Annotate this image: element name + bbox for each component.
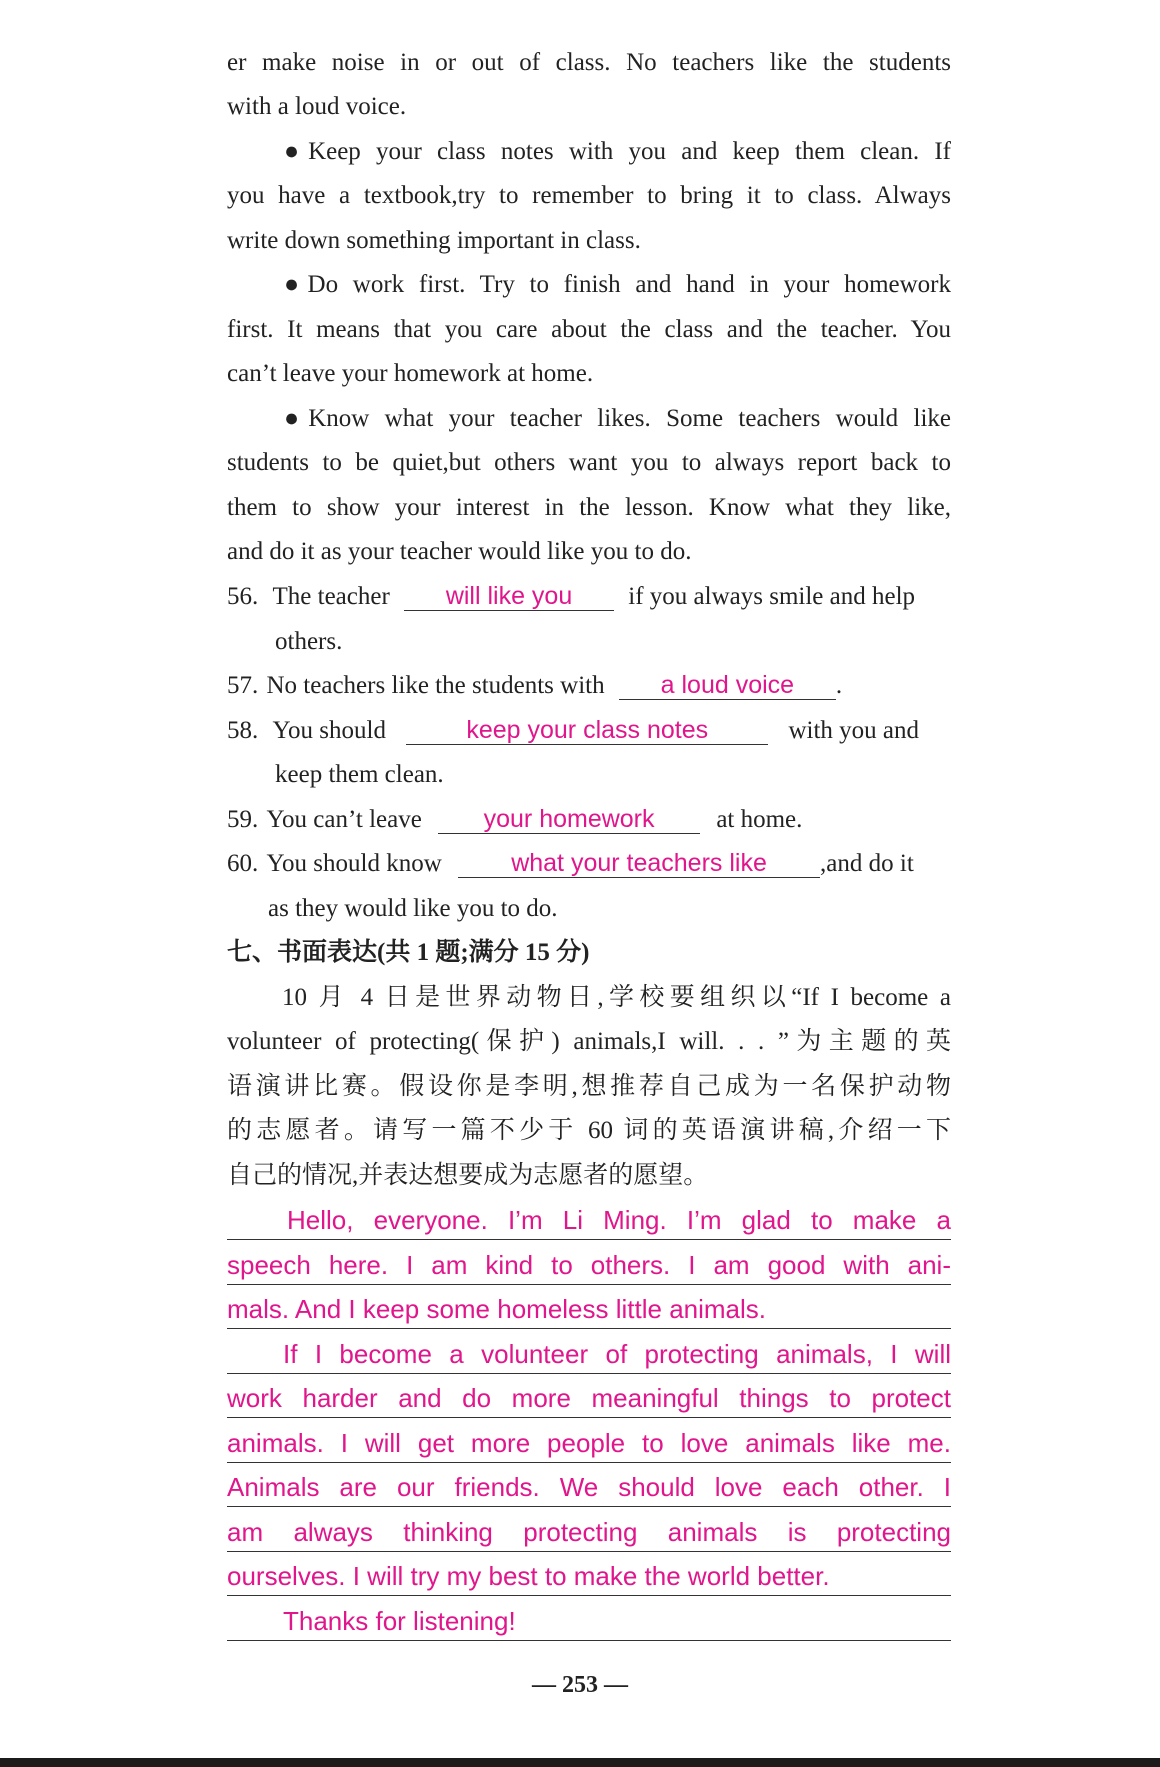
answer-blank: will like you <box>404 582 614 611</box>
question-text: The teacher <box>272 583 390 610</box>
essay-line: work harder and do more meaningful things to protect <box>227 1378 951 1418</box>
question-60 <box>227 849 951 879</box>
question-number: 56. <box>227 583 259 610</box>
passage-line: first. It means that you care about the class and the teacher. You <box>227 316 951 343</box>
essay-line: ourselves. I will try my best to make the world better. <box>227 1556 951 1596</box>
passage-line: er make noise in or out of class. No teachers like the students <box>227 49 951 76</box>
essay-line: Animals are our friends. We should love each other. I <box>227 1467 951 1507</box>
essay-line: Hello, everyone. I’m Li Ming. I’m glad to make a <box>227 1200 951 1240</box>
question-number: 57. <box>227 672 259 699</box>
question-number: 58. <box>227 717 259 744</box>
answer-blank: your homework <box>438 805 700 834</box>
section-heading-text: 七、书面表达(共 <box>227 939 411 966</box>
bullet-do-work-first: ●Do work first. Try to finish and hand in your homework <box>284 271 951 298</box>
section-heading-text: 分) <box>556 939 590 966</box>
passage-line: you have a textbook,try to remember to bring it to class. Always <box>227 182 951 209</box>
score: 15 <box>524 939 550 966</box>
question-text: with you and <box>788 717 920 744</box>
page-number: — 253 — <box>532 1672 628 1698</box>
question-text: as they would like you to do. <box>268 895 558 922</box>
passage-line: students to be quiet,but others want you to always report back to <box>227 449 951 476</box>
bullet-class-notes: ●Keep your class notes with you and keep them clean. If <box>284 138 951 165</box>
essay-line: mals. And I keep some homeless little animals. <box>227 1289 951 1329</box>
passage-line: and do it as your teacher would like you to do. <box>227 538 692 565</box>
question-count: 1 <box>416 939 430 966</box>
question-text: at home. <box>716 806 803 833</box>
passage-line: with a loud voice. <box>227 93 407 120</box>
question-text: ,and do it <box>820 850 914 877</box>
answer-blank: keep your class notes <box>406 716 768 745</box>
passage-line: them to show your interest in the lesson. Know what they like, <box>227 494 951 521</box>
question-text: keep them clean. <box>275 761 444 788</box>
prompt-line: 语演讲比赛。假设你是李明,想推荐自己成为一名保护动物 <box>227 1073 951 1100</box>
question-text: if you always smile and help <box>628 583 916 610</box>
question-56 <box>227 582 951 612</box>
essay-line: If I become a volunteer of protecting animals, I will <box>227 1334 951 1374</box>
section-heading <box>227 938 951 968</box>
question-number: 60. <box>227 850 259 877</box>
prompt-line: volunteer of protecting(保护) animals,I will. . . ”为主题的英 <box>227 1028 951 1055</box>
essay-line: animals. I will get more people to love animals like me. <box>227 1423 951 1463</box>
question-text: You can’t leave <box>266 806 422 833</box>
essay-line: am always thinking protecting animals is protecting <box>227 1512 951 1552</box>
prompt-line: 的志愿者。请写一篇不少于 60 词的英语演讲稿,介绍一下 <box>227 1117 951 1144</box>
essay-line: speech here. I am kind to others. I am good with ani- <box>227 1245 951 1285</box>
bottom-edge-bar <box>0 1758 1160 1767</box>
section-heading-text: 题;满分 <box>435 939 519 966</box>
question-text: You should know <box>266 850 442 877</box>
question-number: 59. <box>227 806 259 833</box>
question-59 <box>227 805 951 835</box>
bullet-know-teacher: ●Know what your teacher likes. Some teachers would like <box>284 405 951 432</box>
answer-blank: a loud voice <box>619 671 836 700</box>
passage-line: can’t leave your homework at home. <box>227 360 594 387</box>
answer-blank: what your teachers like <box>458 849 820 878</box>
essay-line: Thanks for listening! <box>227 1601 951 1641</box>
question-text: others. <box>275 628 343 655</box>
passage-line: write down something important in class. <box>227 227 641 254</box>
prompt-line: 自己的情况,并表达想要成为志愿者的愿望。 <box>227 1162 709 1189</box>
question-57 <box>227 671 951 701</box>
question-text: . <box>835 672 843 699</box>
question-58 <box>227 716 951 746</box>
question-text: You should <box>272 717 386 744</box>
question-text: No teachers like the students with <box>266 672 605 699</box>
prompt-line: 10 月 4 日是世界动物日,学校要组织以“If I become a <box>282 984 951 1011</box>
